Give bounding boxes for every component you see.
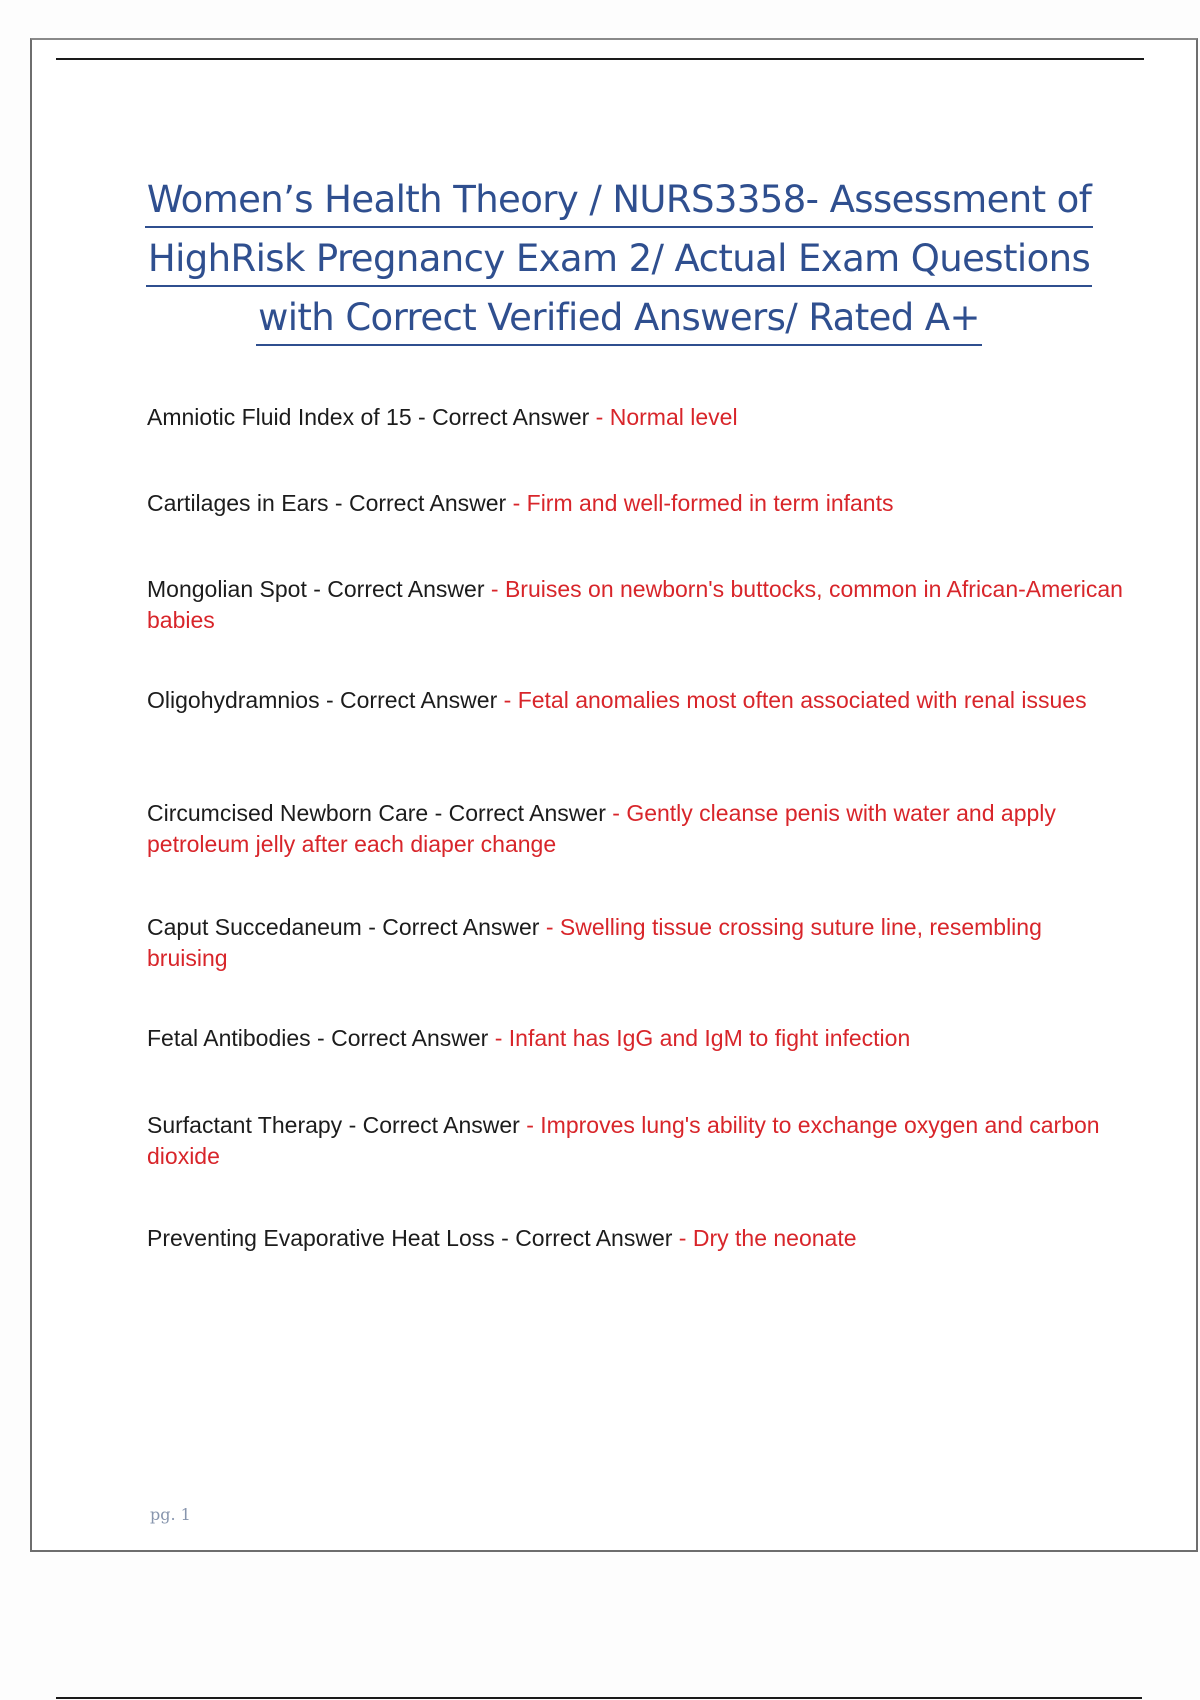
qa-term: Oligohydramnios - Correct Answer [147,687,498,713]
qa-term: Amniotic Fluid Index of 15 - Correct Answer [147,404,590,430]
qa-answer: Bruises on newborn's buttocks, common in African-American babies [147,576,1123,633]
qa-separator: - [672,1225,693,1251]
qa-term: Preventing Evaporative Heat Loss - Correct Answer [147,1225,673,1251]
qa-term: Cartilages in Ears - Correct Answer [147,490,507,516]
qa-item-circumcised-newborn-care [147,798,1127,860]
qa-separator: - [497,687,518,713]
qa-separator: - [488,1025,509,1051]
qa-answer: Normal level [609,404,738,430]
qa-answer: Dry the neonate [692,1225,857,1251]
qa-answer: Improves lung's ability to exchange oxygen and carbon dioxide [147,1112,1100,1169]
qa-term: Fetal Antibodies - Correct Answer [147,1025,489,1051]
document-title [112,170,1126,347]
qa-separator: - [506,490,527,516]
qa-answer: Gently cleanse penis with water and apply petroleum jelly after each diaper change [147,800,1056,857]
header-rule [56,58,1144,60]
qa-answer: Swelling tissue crossing suture line, resembling bruising [147,914,1042,971]
qa-separator: - [605,800,627,826]
title-line-2: HighRisk Pregnancy Exam 2/ Actual Exam Questions [146,233,1092,287]
qa-separator: - [519,1112,541,1138]
qa-item-evaporative-heat-loss [147,1223,1127,1254]
document-page [30,38,1198,1552]
qa-item-surfactant-therapy [147,1110,1127,1172]
qa-answer: Infant has IgG and IgM to fight infection [508,1025,911,1051]
qa-item-mongolian-spot [147,574,1127,636]
qa-separator: - [539,914,560,940]
qa-term: Mongolian Spot - Correct Answer [147,576,485,602]
qa-item-amniotic-fluid-index [147,402,1127,433]
qa-answer: Firm and well-formed in term infants [526,490,894,516]
qa-item-oligohydramnios [147,685,1127,716]
qa-term: Circumcised Newborn Care - Correct Answer [147,800,606,826]
qa-term: Caput Succedaneum - Correct Answer [147,914,540,940]
title-line-3: with Correct Verified Answers/ Rated A+ [256,292,982,346]
qa-item-caput-succedaneum [147,912,1127,974]
next-page-rule [56,1697,1142,1699]
qa-item-fetal-antibodies [147,1023,1127,1054]
qa-item-cartilages-in-ears [147,488,1127,519]
qa-term: Surfactant Therapy - Correct Answer [147,1112,520,1138]
title-line-1: Women’s Health Theory / NURS3358- Assessment of [145,174,1093,228]
qa-separator: - [589,404,610,430]
page-number: pg. 1 [150,1505,191,1524]
qa-answer: Fetal anomalies most often associated with renal issues [517,687,1087,713]
qa-separator: - [484,576,505,602]
